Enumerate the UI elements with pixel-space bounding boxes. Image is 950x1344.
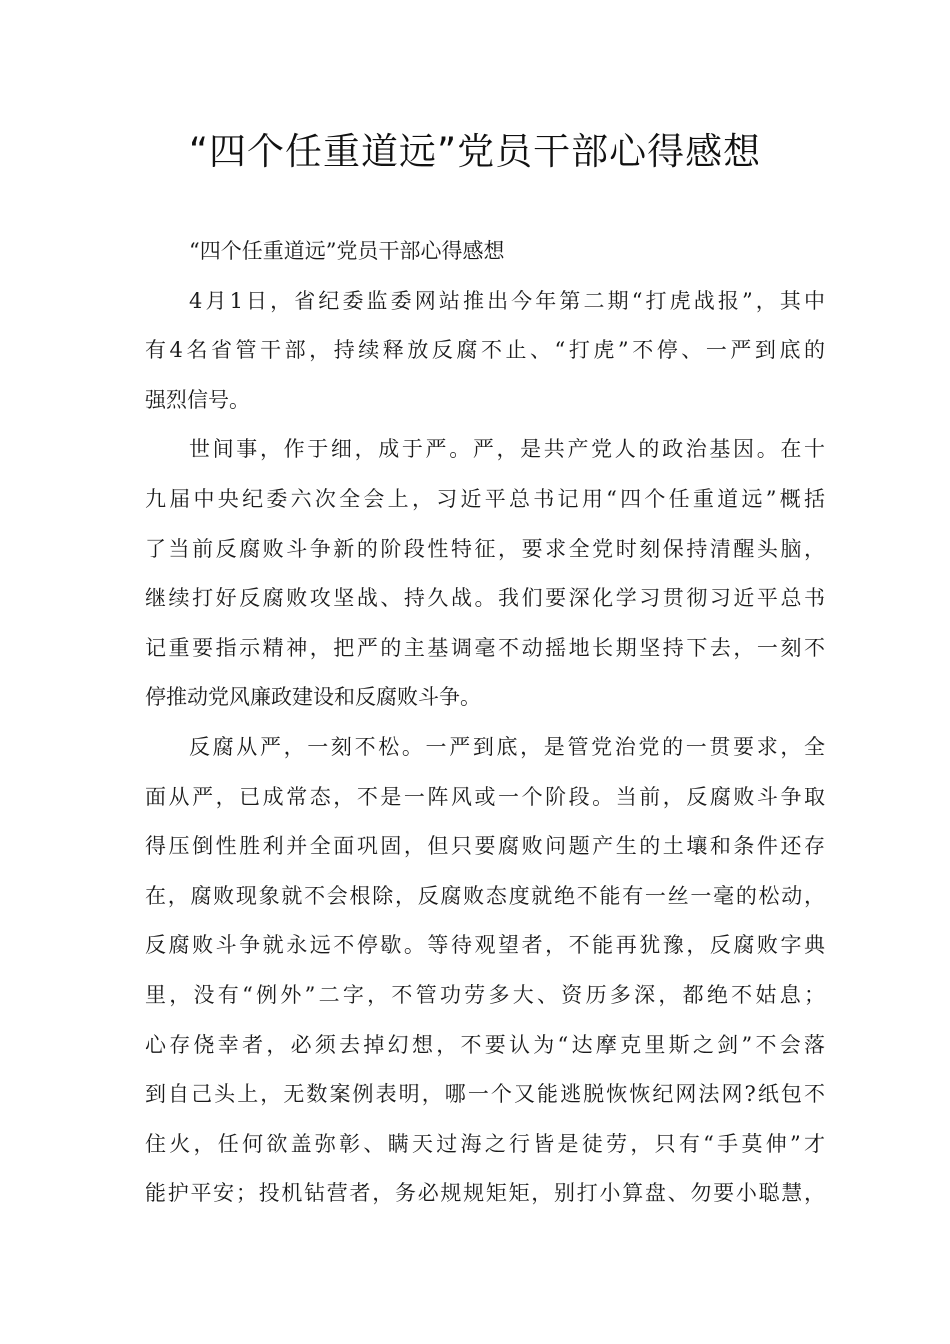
body-line: 九届中央纪委六次全会上，习近平总书记用“四个任重道远”概括 (145, 486, 825, 511)
body-line: 住火，任何欲盖弥彰、瞒天过海之行皆是徒劳，只有“手莫伸”才 (145, 1131, 825, 1156)
body-line: 里，没有“例外”二字，不管功劳多大、资历多深，都绝不姑息； (145, 982, 825, 1007)
document-body (145, 232, 825, 1224)
body-line: 记重要指示精神，把严的主基调毫不动摇地长期坚持下去，一刻不 (145, 635, 825, 660)
body-line: 面从严，已成常态，不是一阵风或一个阶段。当前，反腐败斗争取 (145, 784, 825, 809)
body-line: 了当前反腐败斗争新的阶段性特征，要求全党时刻保持清醒头脑， (145, 536, 825, 561)
document-title: “四个任重道远”党员干部心得感想 (188, 130, 762, 173)
body-line: “四个任重道远”党员干部心得感想 (189, 239, 505, 263)
body-line: 停推动党风廉政建设和反腐败斗争。 (145, 685, 481, 710)
body-line: 到自己头上，无数案例表明，哪一个又能逃脱恢恢纪网法网?纸包不 (145, 1082, 825, 1107)
body-line: 世间事，作于细，成于严。严，是共产党人的政治基因。在十 (189, 437, 825, 462)
body-line: 反腐败斗争就永远不停歇。等待观望者，不能再犹豫，反腐败字典 (145, 933, 825, 958)
body-line: 能护平安；投机钻营者，务必规规矩矩，别打小算盘、勿要小聪慧， (145, 1181, 825, 1206)
body-line: 有4名省管干部，持续释放反腐不止、“打虎”不停、一严到底的 (145, 338, 825, 363)
body-line: 心存侥幸者，必须去掉幻想，不要认为“达摩克里斯之剑”不会落 (145, 1032, 825, 1057)
body-line: 强烈信号。 (145, 387, 250, 412)
body-line: 得压倒性胜利并全面巩固，但只要腐败问题产生的土壤和条件还存 (145, 834, 825, 859)
body-line: 继续打好反腐败攻坚战、持久战。我们要深化学习贯彻习近平总书 (145, 586, 825, 611)
body-line: 反腐从严，一刻不松。一严到底，是管党治党的一贯要求，全 (189, 734, 825, 759)
body-line: 在，腐败现象就不会根除，反腐败态度就绝不能有一丝一毫的松动， (145, 883, 825, 908)
body-line: 4月1日，省纪委监委网站推出今年第二期“打虎战报”，其中 (189, 288, 825, 313)
